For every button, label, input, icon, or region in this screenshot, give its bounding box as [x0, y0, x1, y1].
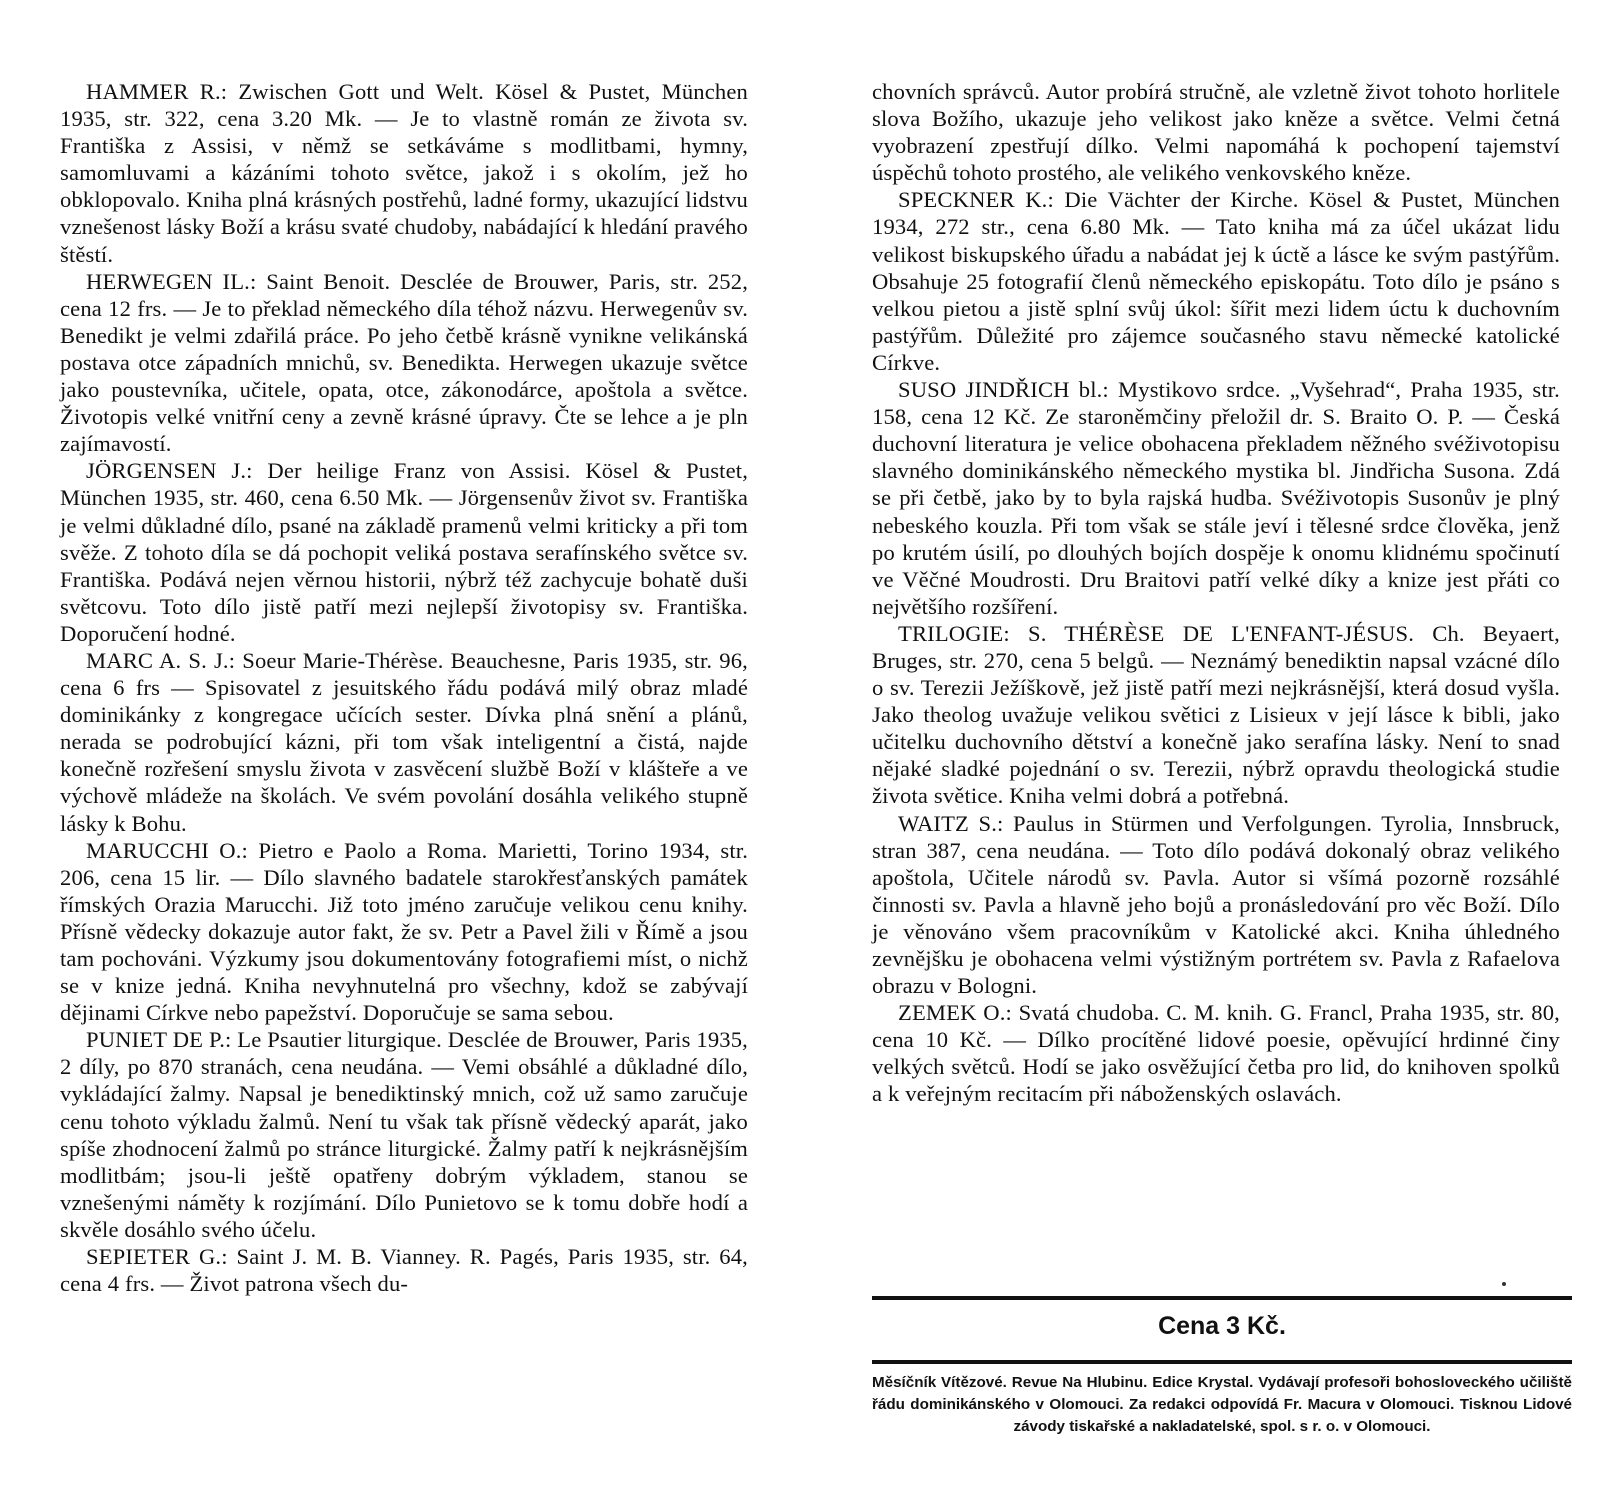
left-column	[60, 78, 748, 1297]
review-entry	[60, 1026, 748, 1243]
entry-text: Der heilige Franz von Assisi. Kösel & Pustet, München 1935, str. 460, cena 6.50 Mk. — Jörgensenův život sv. Františka je velmi důkladné dílo, psané na základě pramenů velmi kriticky a při tom svěže. Z tohoto díla se dá pochopit veliká postava serafínského světce sv. Františka. Podává nejen věrnou historii, nýbrž též zachycuje bohatě duši světcovu. Toto dílo jistě patří mezi nejlepší životopisy sv. Františka. Doporučení hodné.	[60, 458, 748, 646]
review-entry	[872, 999, 1560, 1107]
entry-text: chovních správců. Autor probírá stručně, ale vzletně život tohoto horlitele slova Božího, ukazuje jeho velikost jako kněze a světce. Velmi četná vyobrazení zpestřují dílko. Velmi napomáhá k pochopení tajemství úspěchů tohoto prostého, ale velikého venkovského kněze.	[872, 79, 1560, 186]
review-entry-continued	[872, 78, 1560, 186]
review-entry	[60, 457, 748, 647]
entry-author: SEPIETER G.:	[86, 1244, 228, 1270]
entry-text: Paulus in Stürmen und Verfolgungen. Tyrolia, Innsbruck, stran 387, cena neudána. — Toto dílo podává dokonalý obraz velikého apoštola, Učitele národů sv. Pavla. Autor si všímá pozorně rozsáhlé činnosti sv. Pavla a hlavně jeho bojů a pronásledování pro věc Boží. Dílo je věnováno všem pracovníkům v Katolické akci. Kniha úhledného zevnějšku je obohacena velmi výstižným portrétem sv. Pavla z Rafaelova obrazu v Bologni.	[872, 810, 1560, 999]
entry-author: SUSO JINDŘICH bl.:	[898, 377, 1109, 403]
review-entry	[60, 647, 748, 837]
entry-author: MARC A. S. J.:	[86, 647, 236, 673]
review-entry	[872, 376, 1560, 620]
entry-text: Zwischen Gott und Welt. Kösel & Pustet, München 1935, str. 322, cena 3.20 Mk. — Je to vlastně román ze života sv. Františka z Assisi, v němž se setkáváme s modlitbami, hymny, samomluvami a kázáními tohoto světce, jakož i s okolím, jež ho obklopovalo. Kniha plná krásných postřehů, ladné formy, ukazující lidstvu vznešenost lásky Boží a krásu svaté chudoby, nabádající k hledání pravého štěstí.	[60, 79, 748, 267]
footer-rule-top	[872, 1296, 1572, 1300]
entry-author: HAMMER R.:	[86, 79, 228, 104]
entry-author: ZEMEK O.:	[898, 1000, 1012, 1026]
entry-text: Svatá chudoba. C. M. knih. G. Francl, Praha 1935, str. 80, cena 10 Kč. — Dílko procítěné lidové poesie, opěvující hrdinné činy velkých světců. Hodí se jako osvěžující četba pro lid, do knihoven spolků a k veřejným recitacím při náboženských oslavách.	[872, 1000, 1560, 1107]
entry-author: HERWEGEN IL.:	[86, 268, 257, 294]
review-entry	[60, 268, 748, 458]
entry-author: WAITZ S.:	[898, 810, 1004, 836]
entry-text: Soeur Marie-Thérèse. Beauchesne, Paris 1935, str. 96, cena 6 frs — Spisovatel z jesuitského řádu podává milý obraz mladé dominikánky z kongregace učících sester. Dívka plná snění a plánů, nerada se podrobující kázni, při tom však inteligentní a čistá, najde konečně rozřešení smyslu života v zasvěcení službě Boží v klášteře a ve výchově mládeže na školách. Ve svém povolání dosáhla velikého stupně lásky k Bohu.	[60, 647, 748, 836]
review-entry	[60, 1243, 748, 1297]
entry-text: Saint J. M. B. Vianney. R. Pagés, Paris 1935, str. 64, cena 4 frs. — Život patrona všech du-	[60, 1244, 748, 1297]
right-column	[872, 78, 1560, 1108]
review-entry	[872, 620, 1560, 810]
print-speck	[1502, 1282, 1506, 1286]
review-entry	[60, 78, 748, 268]
review-entry	[872, 186, 1560, 376]
imprint-text: Měsíčník Vítězové. Revue Na Hlubinu. Edice Krystal. Vydávají profesoři bohosloveckého učiliště řádu dominikánského v Olomouci. Za redakci odpovídá Fr. Macura v Olomouci. Tisknou Lidové závody tiskařské a nakladatelské, spol. s r. o. v Olomouci.	[872, 1374, 1572, 1435]
entry-text: Ch. Beyaert, Bruges, str. 270, cena 5 belgů. — Neznámý benediktin napsal vzácné dílo o sv. Terezii Ježíškově, jež jistě patří mezi nejkrásnější, která dosud vyšla. Jako theolog uvažuje velikou světici z Lisieux v její lásce k bibli, jako učitelku duchovního dětství a konečně jako serafína lásky. Není to snad nějaké sladké pojednání o sv. Terezii, nýbrž opravdu theologická studie života světice. Kniha velmi dobrá a potřebná.	[872, 620, 1560, 809]
entry-author: PUNIET DE P.:	[86, 1027, 232, 1053]
entry-author: TRILOGIE: S. THÉRÈSE DE L'ENFANT-JÉSUS.	[898, 620, 1415, 646]
entry-text: Pietro e Paolo a Roma. Marietti, Torino 1934, str. 206, cena 15 lir. — Dílo slavného badatele starokřesťanských památek římských Orazia Marucchi. Již toto jméno zaručuje velikou cenu knihy. Přísně vědecky dokazuje autor fakt, že sv. Petr a Pavel žili v Římě a jsou tam pochováni. Výzkumy jsou dokumentovány fotografiemi míst, o nichž se v knize jedná. Kniha nevyhnutelná pro všechny, kdož se zabývají dějinami Církve nebo papežství. Doporučuje se sama sebou.	[60, 837, 748, 1026]
entry-text: Saint Benoit. Desclée de Brouwer, Paris, str. 252, cena 12 frs. — Je to překlad německého díla téhož názvu. Herwegenův sv. Benedikt je velmi zdařilá práce. Po jeho četbě krásně vynikne velikánská postava otce západních mnichů, sv. Benedikta. Herwegen ukazuje světce jako poustevníka, učitele, opata, otce, zákonodárce, apoštola a světce. Životopis velké vnitřní ceny a zevně krásné úpravy. Čte se lehce a je pln zajímavostí.	[60, 268, 748, 457]
entry-author: MARUCCHI O.:	[86, 837, 248, 863]
entry-author: SPECKNER K.:	[898, 187, 1054, 213]
entry-author: JÖRGENSEN J.:	[86, 458, 253, 484]
price-label: Cena 3 Kč.	[1158, 1312, 1286, 1340]
footer-rule-bottom	[872, 1360, 1572, 1364]
review-entry	[872, 810, 1560, 1000]
entry-text: Mystikovo srdce. „Vyšehrad“, Praha 1935, str. 158, cena 12 Kč. Ze staroněmčiny přeložil dr. S. Braito O. P. — Česká duchovní literatura je velice obohacena překladem něžného svéživotopisu slavného dominikánského německého mystika bl. Jindřicha Susona. Zdá se při četbě, jako by to byla rajská hudba. Svéživotopis Susonův je plný nebeského kouzla. Při tom však se stále jeví i tělesné srdce člověka, jenž po krutém úsilí, po dlouhých bojích dospěje k onomu klidnému spočinutí ve Věčné Moudrosti. Dru Braitovi patří velké díky a knize jest přáti co největšího rozšíření.	[872, 377, 1560, 619]
entry-text: Le Psautier liturgique. Desclée de Brouwer, Paris 1935, 2 díly, po 870 stranách, cena neudána. — Vemi obsáhlé a důkladné dílo, vykládající žalmy. Napsal je benediktinský mnich, což už samo zaručuje cenu tohoto výkladu žalmů. Není tu však tak přísně vědecký aparát, jako spíše zhodnocení žalmů po stránce liturgické. Žalmy patří k nejkrásnějším modlitbám; jsou-li ještě opatřeny dobrým výkladem, stanou se vznešenými náměty k rozjímání. Dílo Punietovo se k tomu dobře hodí a skvěle dosáhlo svého účelu.	[60, 1027, 748, 1242]
review-entry	[60, 837, 748, 1027]
entry-text: Die Vächter der Kirche. Kösel & Pustet, München 1934, 272 str., cena 6.80 Mk. — Tato kniha má za účel ukázat lidu velikost biskupského úřadu a nabádat jej k úctě a lásce ke svým pastýřům. Obsahuje 25 fotografií členů německého episkopátu. Toto dílo je psáno s velkou pietou a jistě splní svůj úkol: šířit mezi lidem úctu k duchovním pastýřům. Důležité pro zájemce současného stavu německé katolické Církve.	[872, 187, 1560, 375]
